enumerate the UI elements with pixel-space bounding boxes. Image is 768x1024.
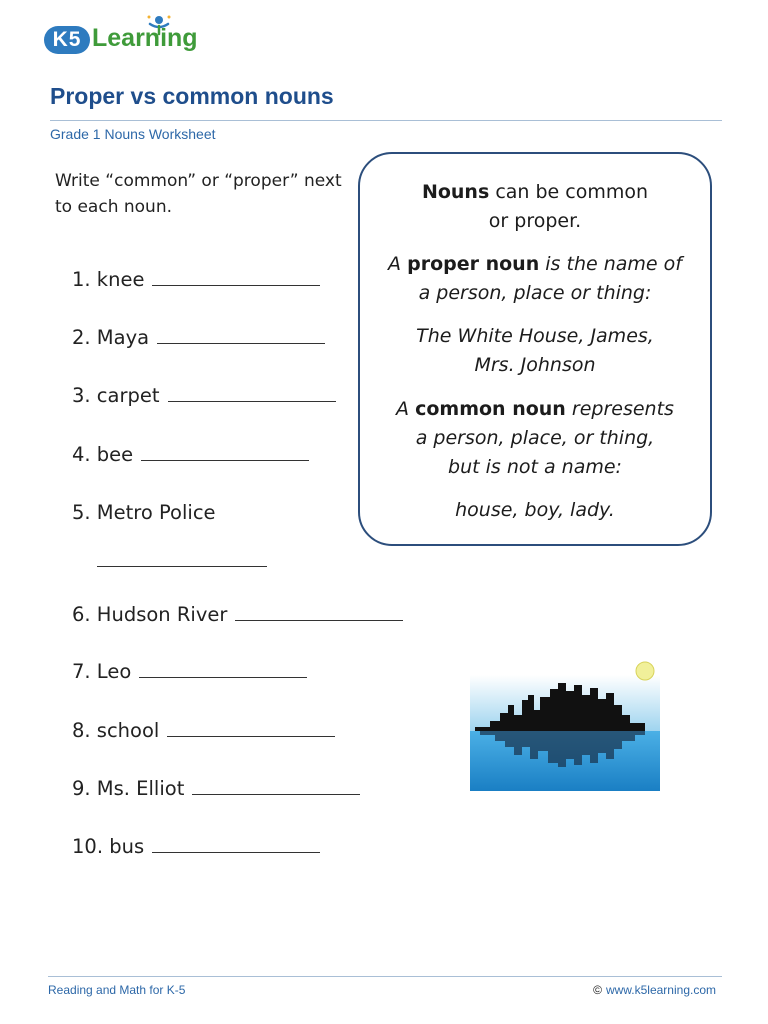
- proper-noun-definition: [360, 250, 710, 308]
- question-text: 6. Hudson River: [72, 603, 228, 626]
- answer-line[interactable]: [168, 401, 336, 402]
- common-noun-examples: house, boy, lady.: [455, 499, 615, 521]
- question-9: [72, 777, 360, 800]
- question-1: [72, 268, 320, 291]
- question-text: 5. Metro Police: [72, 501, 216, 524]
- question-7: [72, 660, 307, 683]
- question-text: 3. carpet: [72, 384, 160, 407]
- question-text: 10. bus: [72, 835, 145, 858]
- city-skyline-icon: [470, 655, 660, 791]
- answer-line[interactable]: [97, 566, 267, 567]
- proper-noun-examples: [360, 322, 710, 380]
- proper-definition-text: is the name of: [539, 253, 682, 275]
- answer-line[interactable]: [152, 285, 320, 286]
- answer-line[interactable]: [167, 736, 335, 737]
- nouns-intro-cont: or proper.: [488, 210, 582, 232]
- common-noun-definition: [360, 395, 710, 482]
- common-definition-cont1: a person, place, or thing,: [415, 427, 655, 449]
- nouns-term: Nouns: [421, 181, 490, 203]
- question-3: [72, 384, 336, 407]
- common-noun-term: common noun: [415, 398, 566, 420]
- question-text: 7. Leo: [72, 660, 132, 683]
- question-10: [72, 835, 320, 858]
- answer-line[interactable]: [139, 677, 307, 678]
- question-text: 4. bee: [72, 443, 134, 466]
- question-2: [72, 326, 325, 349]
- instructions: Write “common” or “proper” next to each noun.: [55, 171, 342, 217]
- answer-line[interactable]: [157, 343, 325, 344]
- common-prefix: A: [396, 398, 416, 420]
- question-text: 1. knee: [72, 268, 145, 291]
- proper-examples-line1: The White House, James,: [416, 325, 654, 347]
- title-divider: [50, 120, 722, 121]
- website-link[interactable]: www.k5learning.com: [605, 983, 716, 997]
- k5-learning-logo: [44, 14, 214, 60]
- question-4: [72, 443, 309, 466]
- person-icon: [144, 14, 174, 36]
- noun-definition-box: [358, 152, 712, 546]
- logo-k5-badge: K5: [44, 26, 90, 54]
- answer-line[interactable]: [192, 794, 360, 795]
- copyright-symbol: ©: [593, 983, 602, 997]
- footer-website: [593, 983, 716, 997]
- question-8: [72, 719, 335, 742]
- nouns-intro: [360, 178, 710, 236]
- page-title: Proper vs common nouns: [50, 83, 334, 109]
- footer-divider: [48, 976, 722, 977]
- answer-line[interactable]: [235, 620, 403, 621]
- common-definition-cont2: but is not a name:: [448, 456, 622, 478]
- proper-examples-line2: Mrs. Johnson: [474, 354, 596, 376]
- question-6: [72, 603, 403, 626]
- proper-noun-term: proper noun: [407, 253, 540, 275]
- worksheet-subtitle: Grade 1 Nouns Worksheet: [50, 126, 216, 142]
- answer-line[interactable]: [152, 852, 320, 853]
- nouns-intro-text: can be common: [489, 181, 649, 203]
- question-text: 9. Ms. Elliot: [72, 777, 185, 800]
- logo-wordmark: Learning: [92, 24, 198, 52]
- proper-definition-cont: a person, place or thing:: [418, 282, 652, 304]
- question-text: 2. Maya: [72, 326, 150, 349]
- proper-prefix: A: [388, 253, 408, 275]
- common-definition-text: represents: [565, 398, 674, 420]
- footer-tagline: Reading and Math for K-5: [48, 983, 186, 997]
- question-text: 8. school: [72, 719, 160, 742]
- answer-line[interactable]: [141, 460, 309, 461]
- question-5: [72, 501, 216, 524]
